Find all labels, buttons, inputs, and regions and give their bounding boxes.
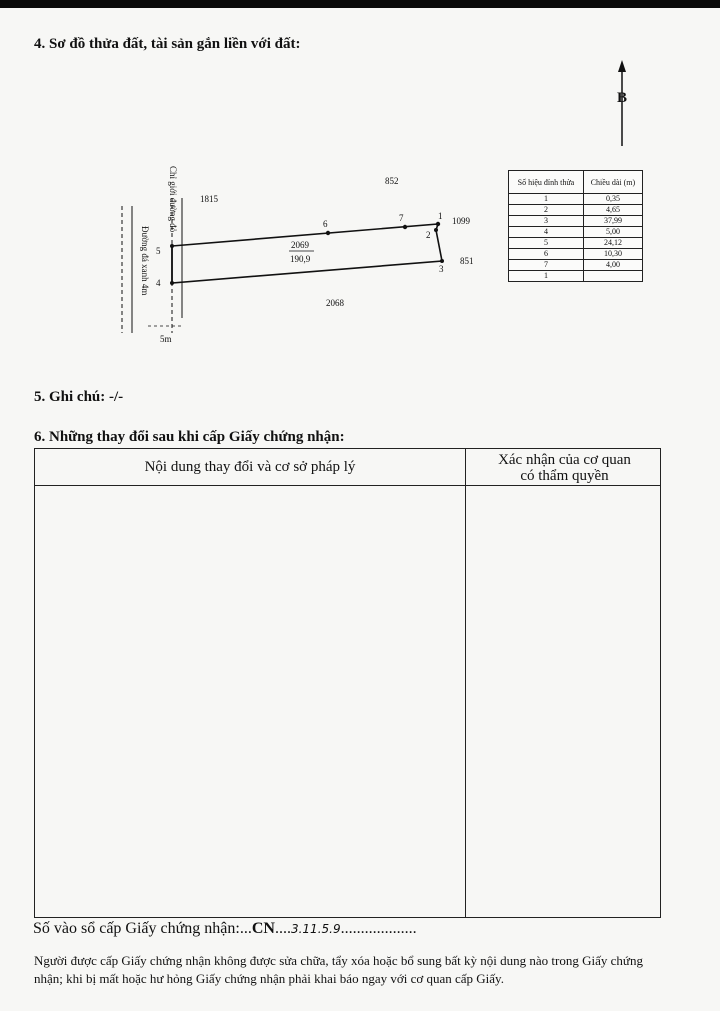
changes-table xyxy=(34,448,661,918)
section-6-heading: 6. Những thay đổi sau khi cấp Giấy chứng nhận: xyxy=(34,429,345,445)
registry-number: 3.11.5.9 xyxy=(290,922,341,936)
table-row: 3 37,99 xyxy=(509,216,643,227)
length-header: Chiều dài (m) xyxy=(583,171,642,194)
neighbor-1099: 1099 xyxy=(452,216,470,226)
neighbor-852: 852 xyxy=(385,176,399,186)
footer-note: Người được cấp Giấy chứng nhận không được sửa chữa, tẩy xóa hoặc bổ sung bất kỳ nội dung nào trong Giấy chứng nhận; khi bị mất hoặc hư hỏng Giấy chứng nhận phải khai báo ngay với cơ quan cấp Giấy. xyxy=(34,953,643,986)
point-7-label: 7 xyxy=(399,213,404,223)
table-row: 1 0,35 xyxy=(509,194,643,205)
road-width-label: 5m xyxy=(160,334,172,344)
point-2-label: 2 xyxy=(426,230,431,240)
vertex-header: Số hiệu đỉnh thửa xyxy=(509,171,584,194)
north-label: B xyxy=(617,90,628,106)
parcel-number: 2069 xyxy=(291,240,309,250)
north-arrow-icon xyxy=(610,58,634,148)
point-1-label: 1 xyxy=(438,211,443,221)
neighbor-1815: 1815 xyxy=(200,194,218,204)
section-5-heading: 5. Ghi chú: -/- xyxy=(34,389,124,405)
section-4-heading: 4. Sơ đồ thửa đất, tài sản gắn liền với đất: xyxy=(34,36,301,52)
parcel-diagram xyxy=(100,158,510,348)
road-label: Đường đá xanh 4m xyxy=(140,226,150,296)
table-row: 1 xyxy=(509,271,643,282)
point-3-label: 3 xyxy=(439,264,444,274)
point-6-label: 6 xyxy=(323,219,328,229)
table-row: 6 10,30 xyxy=(509,249,643,260)
note-value: -/- xyxy=(109,389,124,405)
parcel-area: 190,9 xyxy=(290,254,311,264)
column-divider xyxy=(465,449,466,917)
confirmation-column-header: Xác nhận của cơ quan có thẩm quyền xyxy=(498,452,631,484)
point-5-label: 5 xyxy=(156,246,161,256)
table-row: 5 24,12 xyxy=(509,238,643,249)
side-length-table xyxy=(508,170,643,282)
table-row: 4 5,00 xyxy=(509,227,643,238)
boundary-label: Chỉ giới đường đỏ xyxy=(168,166,178,233)
neighbor-851: 851 xyxy=(460,256,474,266)
point-4-label: 4 xyxy=(156,278,161,288)
table-row: 2 4,65 xyxy=(509,205,643,216)
registry-number-line: Số vào sổ cấp Giấy chứng nhận:...CN....3.11.5.9................... xyxy=(33,920,417,937)
content-column-header: Nội dung thay đổi và cơ sở pháp lý xyxy=(144,459,356,475)
certificate-page xyxy=(0,8,720,1011)
neighbor-2068: 2068 xyxy=(326,298,344,308)
table-row: 7 4,00 xyxy=(509,260,643,271)
